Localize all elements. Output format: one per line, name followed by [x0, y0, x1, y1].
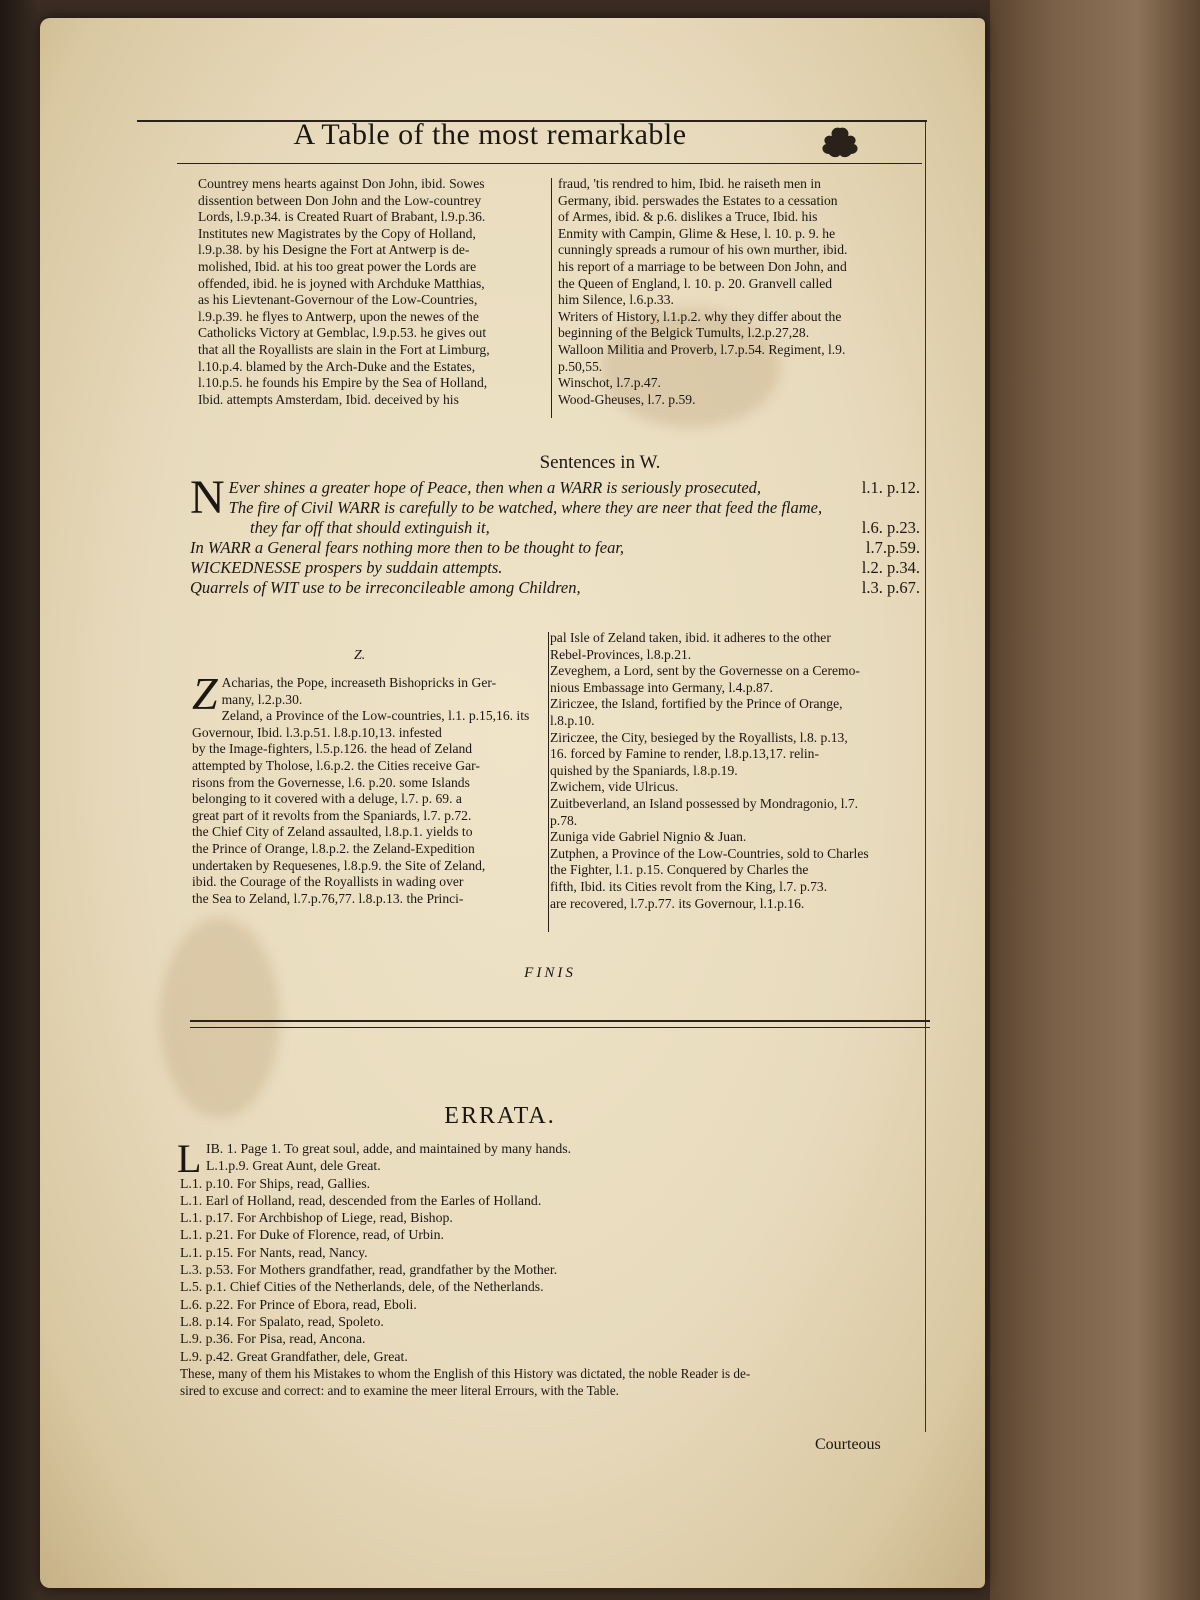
errata-heading: ERRATA. — [444, 1103, 556, 1129]
frame-rule-right — [925, 122, 926, 1432]
index-line: Zuitbeverland, an Island possessed by Mondragonio, l.7. — [550, 795, 859, 811]
index-column-z-right — [550, 630, 920, 912]
sentence-text: In WARR a General fears nothing more then to be thought to fear, — [190, 538, 625, 557]
errata-line: L.6. p.22. For Prince of Ebora, read, Eboli. — [180, 1296, 417, 1312]
index-line: ibid. the Courage of the Royallists in wading over — [192, 874, 464, 890]
index-line: Zwichem, vide Ulricus. — [550, 779, 679, 795]
paper-stain — [160, 918, 280, 1118]
index-line: l.8.p.10. — [550, 712, 595, 728]
sentence-ref: l.7.p.59. — [865, 538, 920, 557]
index-line: fraud, 'tis rendred to him, Ibid. he raiseth men in — [558, 176, 821, 191]
index-line: beginning of the Belgick Tumults, l.2.p.27,28. — [558, 325, 810, 341]
errata-line: L.1. p.21. For Duke of Florence, read, of Urbin. — [180, 1227, 444, 1243]
index-line: many, l.2.p.30. — [221, 691, 303, 707]
index-line: Writers of History, l.1.p.2. why they differ about the — [558, 308, 842, 324]
index-line: by the Image-fighters, l.5.p.126. the head of Zeland — [192, 741, 473, 757]
index-line: great part of it revolts from the Spaniards, l.7. p.72. — [192, 807, 472, 823]
index-line: offended, ibid. he is joyned with Archduke Matthias, — [198, 275, 485, 291]
index-line: Zutphen, a Province of the Low-Countries, sold to Charles — [550, 845, 869, 861]
index-line: Acharias, the Pope, increaseth Bishopricks in Ger- — [221, 675, 497, 690]
index-line: l.9.p.38. by his Designe the Fort at Antwerp is de- — [198, 242, 470, 258]
finis-label: FINIS — [524, 965, 576, 981]
index-line: the Chief City of Zeland assaulted, l.8.p.1. yields to — [192, 824, 473, 840]
index-line: the Queen of England, l. 10. p. 20. Granvell called — [558, 275, 833, 291]
index-line: Governour, Ibid. l.3.p.51. l.8.p.10,13. infested — [192, 724, 442, 740]
index-line: Germany, ibid. perswades the Estates to a cessation — [558, 192, 838, 208]
sentences-block — [190, 471, 920, 598]
sentence-row — [190, 558, 920, 578]
errata-line: L.9. p.42. Great Grandfather, dele, Great. — [180, 1348, 408, 1364]
sentence-text: Ever shines a greater hope of Peace, then when a WARR is seriously prosecuted, — [228, 478, 762, 497]
errata-line: sired to excuse and correct: and to examine the meer literal Errours, with the Table. — [180, 1383, 619, 1399]
section-rule — [190, 1020, 930, 1022]
index-line: fifth, Ibid. its Cities revolt from the King, l.7. p.73. — [550, 878, 828, 894]
index-line: Enmity with Campin, Glime & Hese, l. 10. p. 9. he — [558, 225, 836, 241]
index-line: nious Embassage into Germany, l.4.p.87. — [550, 679, 774, 695]
sentence-text: they far off that should extinguish it, — [250, 518, 490, 537]
index-line: Ziriczee, the Island, fortified by the Prince of Orange, — [550, 696, 843, 712]
index-line: that all the Royallists are slain in the Fort at Limburg, — [198, 341, 490, 357]
errata-line: L.1. Earl of Holland, read, descended from the Earles of Holland. — [180, 1192, 542, 1208]
index-column-right — [558, 176, 920, 408]
index-line: Walloon Militia and Proverb, l.7.p.54. Regiment, l.9. — [558, 341, 846, 357]
index-line: molished, Ibid. at his too great power the Lords are — [198, 258, 477, 274]
index-line: quished by the Spaniards, l.8.p.19. — [550, 762, 738, 778]
drop-cap: Z — [192, 668, 218, 719]
index-line: are recovered, l.7.p.77. its Governour, l.1.p.16. — [550, 895, 805, 911]
index-line: the Sea to Zeland, l.7.p.76,77. l.8.p.13. the Princi- — [192, 890, 464, 906]
facing-page-edge — [990, 0, 1200, 1600]
sentence-ref: l.1. p.12. — [861, 478, 920, 497]
index-line: attempted by Tholose, l.6.p.2. the Cities receive Gar- — [192, 757, 480, 773]
sentence-row — [190, 578, 920, 598]
errata-line: L.3. p.53. For Mothers grandfather, read, grandfather by the Mother. — [180, 1262, 558, 1278]
index-line: Zeland, a Province of the Low-countries, l.1. p.15,16. its — [221, 708, 530, 724]
errata-line: IB. 1. Page 1. To great soul, adde, and maintained by many hands. — [206, 1141, 572, 1156]
section-heading-z: Z. — [354, 648, 366, 663]
errata-line: L.1. p.10. For Ships, read, Gallies. — [180, 1175, 371, 1191]
index-line: Wood-Gheuses, l.7. p.59. — [558, 391, 696, 407]
index-line: Ziriczee, the City, besieged by the Royallists, l.8. p.13, — [550, 729, 848, 745]
index-line: of Armes, ibid. & p.6. dislikes a Truce, Ibid. his — [558, 209, 818, 225]
sentence-row — [190, 538, 920, 558]
page-title: A Table of the most remarkable — [293, 118, 687, 151]
column-divider — [551, 178, 552, 418]
index-line: Institutes new Magistrates by the Copy of Holland, — [198, 225, 476, 241]
column-divider — [548, 632, 549, 932]
index-line: risons from the Governesse, l.6. p.20. some Islands — [192, 774, 470, 790]
sentences-heading: Sentences in W. — [539, 452, 661, 473]
errata-line: L.5. p.1. Chief Cities of the Netherlands, dele, of the Netherlands. — [180, 1279, 544, 1295]
index-line: Ibid. attempts Amsterdam, Ibid. deceived by his — [198, 391, 459, 407]
index-line: 16. forced by Famine to render, l.8.p.13,17. relin- — [550, 746, 819, 762]
index-line: Lords, l.9.p.34. is Created Ruart of Brabant, l.9.p.36. — [198, 209, 486, 225]
errata-list — [177, 1136, 920, 1399]
header-rule-bottom — [177, 163, 922, 164]
sentence-text: WICKEDNESSE prospers by suddain attempts. — [190, 558, 503, 577]
index-column-left — [198, 176, 548, 408]
index-line: l.10.p.4. blamed by the Arch-Duke and the Estates, — [198, 358, 476, 374]
index-line: belonging to it covered with a deluge, l.7. p. 69. a — [192, 791, 462, 807]
sentence-ref: l.6. p.23. — [861, 518, 920, 537]
catchword: Courteous — [815, 1436, 881, 1453]
errata-line: L.8. p.14. For Spalato, read, Spoleto. — [180, 1313, 384, 1329]
sentence-ref: l.2. p.34. — [861, 558, 920, 577]
index-line: the Fighter, l.1. p.15. Conquered by Charles the — [550, 862, 809, 878]
index-column-z-left — [192, 668, 546, 907]
index-line: undertaken by Requesenes, l.8.p.9. the Site of Zeland, — [192, 857, 486, 873]
section-rule — [190, 1027, 930, 1028]
index-line: Catholicks Victory at Gemblac, l.9.p.53. he gives out — [198, 325, 487, 341]
index-line: l.9.p.39. he flyes to Antwerp, upon the newes of the — [198, 308, 479, 324]
index-line: cunningly spreads a rumour of his own murther, ibid. — [558, 242, 848, 258]
index-line: Rebel-Provinces, l.8.p.21. — [550, 646, 692, 662]
errata-line: L.1.p.9. Great Aunt, dele Great. — [206, 1158, 381, 1174]
index-line: p.78. — [550, 812, 578, 828]
drop-cap: N — [190, 471, 225, 524]
index-line: Zuniga vide Gabriel Nignio & Juan. — [550, 829, 747, 845]
index-line: as his Lievtenant-Governour of the Low-Countries, — [198, 292, 478, 308]
index-line: Zeveghem, a Lord, sent by the Governesse on a Ceremo- — [550, 663, 860, 679]
errata-line: These, many of them his Mistakes to whom the English of this History was dictated, the noble Reader is de- — [180, 1365, 751, 1381]
index-line: the Prince of Orange, l.8.p.2. the Zeland-Expedition — [192, 840, 475, 856]
index-line: p.50,55. — [558, 358, 603, 374]
drop-cap: L — [177, 1136, 202, 1181]
sentence-row — [229, 498, 920, 518]
sentence-text: The fire of Civil WARR is carefully to be watched, where they are neer that feed the flame, — [228, 498, 823, 517]
sentence-row — [190, 518, 920, 538]
index-line: him Silence, l.6.p.33. — [558, 292, 674, 308]
sentence-row — [229, 478, 920, 498]
errata-line: L.9. p.36. For Pisa, read, Ancona. — [180, 1331, 366, 1347]
index-line: his report of a marriage to be between Don John, and — [558, 258, 847, 274]
index-line: Countrey mens hearts against Don John, ibid. Sowes — [198, 176, 485, 191]
printer-ornament-icon — [818, 124, 862, 160]
sentence-ref: l.3. p.67. — [861, 578, 920, 597]
index-line: l.10.p.5. he founds his Empire by the Sea of Holland, — [198, 375, 488, 391]
sentence-text: Quarrels of WIT use to be irreconcileable among Children, — [190, 578, 581, 597]
index-line: pal Isle of Zeland taken, ibid. it adheres to the other — [550, 630, 831, 645]
errata-line: L.1. p.15. For Nants, read, Nancy. — [180, 1244, 368, 1260]
background-left — [0, 0, 40, 1600]
errata-line: L.1. p.17. For Archbishop of Liege, read, Bishop. — [180, 1210, 453, 1226]
index-line: Winschot, l.7.p.47. — [558, 375, 661, 391]
index-line: dissention between Don John and the Low-countrey — [198, 192, 482, 208]
